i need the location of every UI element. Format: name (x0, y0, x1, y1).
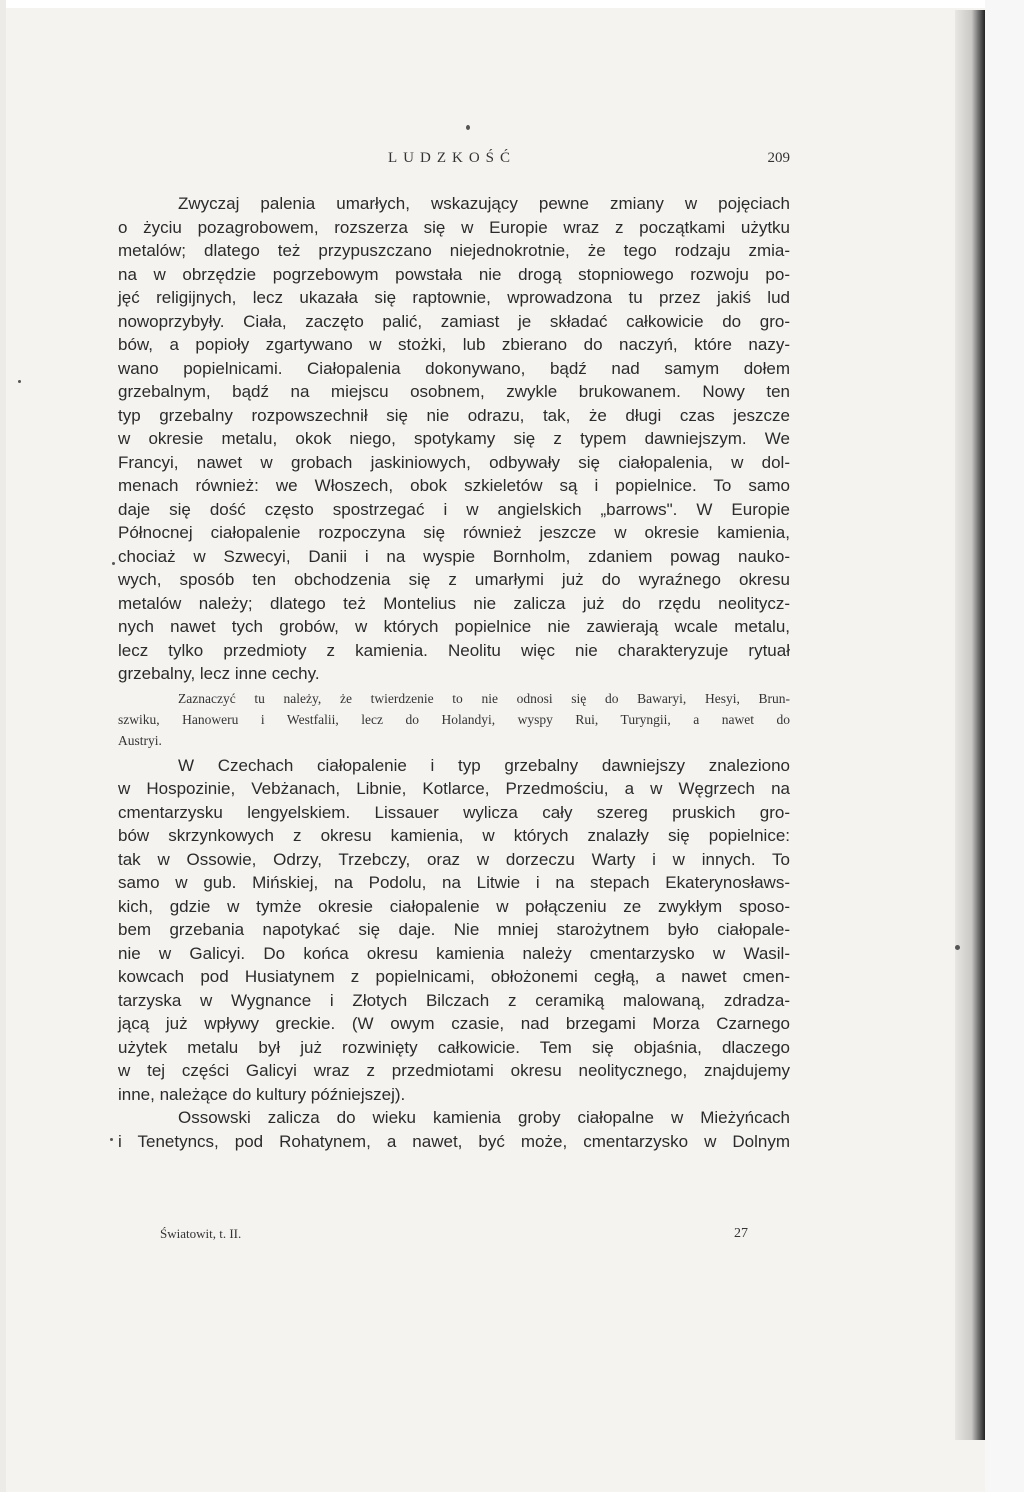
text-line: Północnej ciałopalenie rozpoczyna się również jeszcze w okresie kamienia, (118, 523, 790, 542)
sheet-number: 27 (734, 1226, 748, 1241)
text-line: o życiu pozagrobowem, rozszerza się w Europie wraz z początkami użytku (118, 217, 790, 237)
text-line: w okresie metalu, okok niego, spotykamy się z typem dawniejszym. We (118, 429, 790, 448)
page-body (118, 192, 790, 1153)
text-line: tarzyska w Wygnance i Złotych Bilczach z ceramiką malowaną, zdradza- (118, 990, 790, 1010)
text-line: metalów; dlatego też przypuszczano niejednokrotnie, że tego rodzaju zmia- (118, 241, 790, 260)
text-line: inne, należące do kultury późniejszej). (118, 1084, 406, 1104)
text-line: nowoprzybyły. Ciała, zaczęto palić, zamiast je składać całkowicie do gro- (118, 311, 790, 331)
paragraph-1 (118, 192, 790, 686)
text-line: lecz tylko przedmioty z kamienia. Neolitu więc nie charakteryzuje rytuał (118, 640, 790, 660)
text-line: w tej części Galicyi wraz z przedmiotami okresu neolitycznego, znajdujemy (118, 1061, 790, 1080)
running-title: LUDZKOŚĆ (388, 150, 517, 166)
text-line: samo w gub. Mińskiej, na Podolu, na Litwie i na stepach Ekaterynosławs- (118, 873, 790, 892)
text-line: bem grzebania napotykać się daje. Nie mniej starożytnem było ciałopale- (118, 920, 790, 939)
text-line: Francyi, nawet w grobach jaskiniowych, odbywały się ciałopalenia, w dol- (118, 452, 790, 472)
text-line: wych, sposób ten obchodzenia się z umarłymi już do wyraźnego okresu (118, 570, 790, 589)
text-line: Zwyczaj palenia umarłych, wskazujący pewne zmiany w pojęciach (178, 194, 790, 213)
text-line: kowcach pod Husiatynem z popielnicami, obłożonemi cegłą, a nawet cmen- (118, 967, 790, 986)
note-line: szwiku, Hanoweru i Westfalii, lecz do Holandyi, wyspy Rui, Turyngii, a nawet do (118, 711, 790, 727)
text-line: kich, gdzie w tymże okresie ciałopalenie w połączeniu ze zwykłym sposo- (118, 896, 790, 916)
paragraph-2 (118, 754, 790, 1107)
text-line: typ grzebalny rozpowszechnił się nie odrazu, tak, że długi czas jeszcze (118, 405, 790, 425)
text-line: jęć religijnych, lecz ukazała się raptownie, wprowadzona tu przez jakiś lud (118, 288, 790, 307)
right-margin (985, 0, 1024, 1492)
ink-speck (112, 562, 115, 565)
text-line: Ossowski zalicza do wieku kamienia groby ciałopalne w Mieżyńcach (178, 1108, 790, 1127)
page-number: 209 (767, 150, 790, 166)
note-line: Austryi. (118, 732, 162, 748)
signature-mark: Światowit, t. II. (160, 1226, 242, 1241)
text-line: chociaż w Szwecyi, Danii i na wyspie Bornholm, zdaniem powag nauko- (118, 546, 790, 566)
text-line: daje się dość często spostrzegać i w angielskich „barrows". W Europie (118, 499, 790, 519)
text-line: menach również: we Włoszech, obok szkieletów są i popielnice. To samo (118, 476, 790, 495)
text-line: tak w Ossowie, Odrzy, Trzebczy, oraz w dorzeczu Warty i w innych. To (118, 849, 790, 869)
text-line: nych nawet tych grobów, w których popielnice nie zawierają wcale metalu, (118, 617, 790, 636)
ink-speck (110, 1138, 113, 1141)
text-line: na w obrzędzie pogrzebowym powstała nie drogą stopniowego rozwoju po- (118, 264, 790, 284)
top-margin (0, 0, 1024, 8)
ink-speck (955, 945, 960, 950)
text-line: użytek metalu był już rozwinięty całkowicie. Tem się objaśnia, dlaczego (118, 1037, 790, 1057)
text-line: cmentarzysku lengyelskiem. Lissauer wylicza cały szereg pruskich gro- (118, 802, 790, 822)
text-line: jącą już wpływy greckie. (W owym czasie, nad brzegami Morza Czarnego (118, 1014, 790, 1033)
text-line: W Czechach ciałopalenie i typ grzebalny dawniejszy znaleziono (178, 755, 790, 775)
text-line: metalów należy; dlatego też Montelius nie zalicza już do rzędu neolitycz- (118, 593, 790, 613)
ink-speck (466, 125, 470, 130)
left-page-edge (0, 0, 6, 1492)
note-line: Zaznaczyć tu należy, że twierdzenie to nie odnosi się do Bawaryi, Hesyi, Brun- (178, 690, 790, 706)
footnote (118, 688, 790, 751)
text-line: grzebalny, lecz inne cechy. (118, 664, 320, 683)
text-line: i Tenetyncs, pod Rohatynem, a nawet, być może, cmentarzysko w Dolnym (118, 1131, 790, 1151)
ink-speck (18, 380, 21, 383)
page-header (118, 150, 790, 174)
text-line: grzebalnym, bądź na miejscu osobnem, zwykle brukowanem. Nowy ten (118, 382, 790, 401)
text-line: w Hospozinie, Vebżanach, Libnie, Kotlarce, Przedmościu, a w Węgrzech na (118, 779, 790, 798)
text-line: nie w Galicyi. Do końca okresu kamienia należy cmentarzysko w Wasil- (118, 943, 790, 963)
paragraph-3 (118, 1106, 790, 1153)
text-line: bów skrzynkowych z okresu kamienia, w których znalazły się popielnice: (118, 826, 790, 845)
text-line: wano popielnicami. Ciałopalenia dokonywano, bądź nad samym dołem (118, 358, 790, 378)
text-line: bów, a popioły zgartywano w stożki, lub zbierano do naczyń, które nazy- (118, 335, 790, 354)
page-footer (160, 1226, 760, 1246)
book-gutter-shadow (955, 10, 985, 1440)
